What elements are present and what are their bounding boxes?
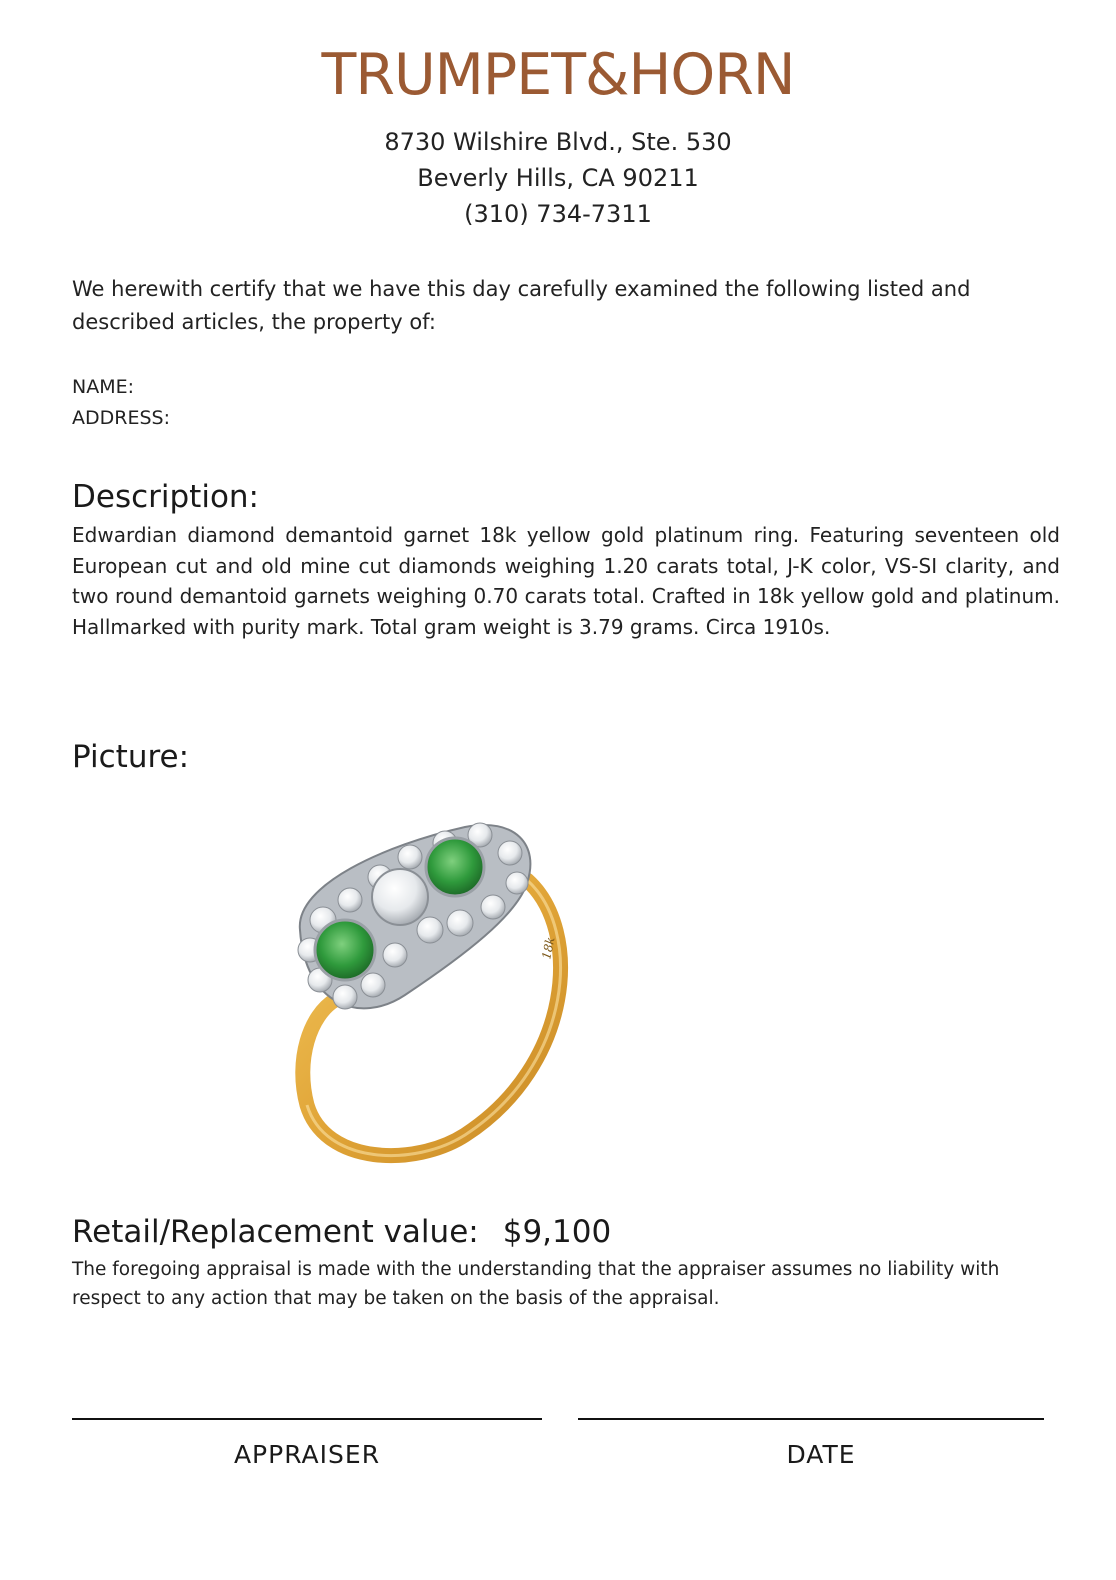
- address-line-2: Beverly Hills, CA 90211: [417, 164, 699, 192]
- brand-logo: TRUMPET&HORN: [321, 42, 795, 108]
- appraiser-label: APPRAISER: [233, 1440, 381, 1469]
- center-diamond: [372, 869, 428, 925]
- ring-head: [298, 823, 530, 1009]
- owner-fields: [72, 372, 170, 434]
- name-label: NAME:: [72, 376, 135, 398]
- certification-statement: We herewith certify that we have this day carefully examined the following listed and described articles, the property of:: [72, 277, 971, 334]
- date-label: DATE: [786, 1440, 856, 1469]
- value-label: Retail/Replacement value:: [72, 1214, 479, 1250]
- description-text: Edwardian diamond demantoid garnet 18k yellow gold platinum ring. Featuring seventeen old European cut and old mine cut diamonds weighing 1.20 carats total, J-K color, VS-SI clarity, and two round demantoid garnets weighing 0.70 carats total. Crafted in 18k yellow gold and platinum. Hallmarked with purity mark. Total gram weight is 3.79 grams. Circa 1910s.: [72, 523, 1060, 639]
- hallmark-text: 18k: [539, 935, 558, 961]
- disclaimer-text: The foregoing appraisal is made with the understanding that the appraiser assumes no liability with respect to any action that may be taken on the basis of the appraisal.: [72, 1259, 1000, 1309]
- description-heading: Description:: [72, 479, 259, 515]
- garnet-right: [426, 838, 484, 896]
- store-address: [0, 124, 1116, 232]
- picture-heading: Picture:: [72, 739, 190, 775]
- ring-photo: [265, 805, 595, 1170]
- valuation: [72, 1212, 611, 1252]
- garnet-left: [315, 920, 375, 980]
- address-line-1: 8730 Wilshire Blvd., Ste. 530: [384, 128, 732, 156]
- address-label: ADDRESS:: [72, 407, 170, 429]
- date-signature-line: [578, 1418, 1044, 1420]
- appraiser-signature-line: [72, 1418, 542, 1420]
- phone-number: (310) 734-7311: [464, 200, 652, 228]
- value-amount: $9,100: [502, 1214, 612, 1250]
